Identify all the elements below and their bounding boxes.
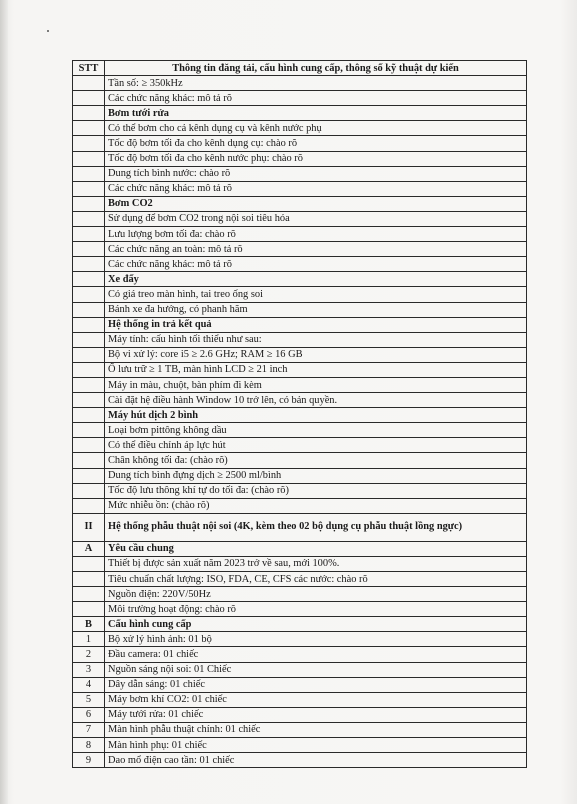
row-stt: A — [73, 541, 105, 556]
table-row — [73, 632, 527, 647]
row-stt — [73, 317, 105, 332]
table-row — [73, 513, 527, 541]
row-stt: 6 — [73, 707, 105, 722]
row-stt — [73, 468, 105, 483]
table-row — [73, 707, 527, 722]
row-text: Bộ vi xử lý: core i5 ≥ 2.6 GHz; RAM ≥ 16 GB — [105, 347, 527, 362]
row-text: Có thể điều chỉnh áp lực hút — [105, 438, 527, 453]
row-text: Môi trường hoạt động: chào rõ — [105, 602, 527, 617]
row-stt — [73, 572, 105, 587]
table-row — [73, 272, 527, 287]
row-text: Dung tích bình đựng dịch ≥ 2500 ml/bình — [105, 468, 527, 483]
row-text: Ổ lưu trữ ≥ 1 TB, màn hình LCD ≥ 21 inch — [105, 362, 527, 377]
row-text: Loại bơm pittông không dầu — [105, 423, 527, 438]
spec-table — [72, 60, 527, 768]
row-stt: 4 — [73, 677, 105, 692]
row-stt — [73, 121, 105, 136]
table-row — [73, 453, 527, 468]
row-stt — [73, 498, 105, 513]
table-row — [73, 377, 527, 392]
table-row — [73, 317, 527, 332]
table-row — [73, 423, 527, 438]
row-text: Nguồn điện: 220V/50Hz — [105, 587, 527, 602]
table-row — [73, 332, 527, 347]
table-row — [73, 196, 527, 211]
row-stt: II — [73, 513, 105, 541]
row-text: Bộ xử lý hình ảnh: 01 bộ — [105, 632, 527, 647]
row-stt — [73, 151, 105, 166]
row-stt — [73, 377, 105, 392]
row-text: Sử dụng để bơm CO2 trong nội soi tiêu hóa — [105, 211, 527, 226]
row-stt — [73, 438, 105, 453]
row-text: Có thể bơm cho cả kênh dụng cụ và kênh nước phụ — [105, 121, 527, 136]
row-stt — [73, 602, 105, 617]
table-row — [73, 556, 527, 571]
section-heading: Cấu hình cung cấp — [105, 617, 527, 632]
row-stt — [73, 136, 105, 151]
section-heading: Bơm CO2 — [105, 196, 527, 211]
row-text: Cài đặt hệ điều hành Window 10 trở lên, có bản quyền. — [105, 393, 527, 408]
header-stt: STT — [73, 61, 105, 76]
section-heading: Hệ thống in trả kết quả — [105, 317, 527, 332]
table-row — [73, 151, 527, 166]
row-text: Mức nhiễu ồn: (chào rõ) — [105, 498, 527, 513]
row-stt: 2 — [73, 647, 105, 662]
row-stt — [73, 587, 105, 602]
table-row — [73, 181, 527, 196]
row-text: Thiết bị được sản xuất năm 2023 trở về sau, mới 100%. — [105, 556, 527, 571]
row-text: Máy in màu, chuột, bàn phím đi kèm — [105, 377, 527, 392]
table-row — [73, 347, 527, 362]
table-row — [73, 257, 527, 272]
table-row — [73, 483, 527, 498]
row-text: Nguồn sáng nội soi: 01 Chiếc — [105, 662, 527, 677]
page-binding-shadow — [0, 0, 8, 804]
section-heading: Yêu cầu chung — [105, 541, 527, 556]
row-text: Máy tính: cấu hình tối thiểu như sau: — [105, 332, 527, 347]
table-row — [73, 677, 527, 692]
row-text: Tốc độ bơm tối đa cho kênh nước phụ: chào rõ — [105, 151, 527, 166]
row-text: Dây dẫn sáng: 01 chiếc — [105, 677, 527, 692]
row-stt — [73, 211, 105, 226]
table-row — [73, 753, 527, 768]
row-text: Màn hình phụ: 01 chiếc — [105, 738, 527, 753]
row-stt — [73, 196, 105, 211]
row-stt — [73, 166, 105, 181]
row-stt — [73, 362, 105, 377]
table-row — [73, 617, 527, 632]
table-row — [73, 468, 527, 483]
row-stt — [73, 423, 105, 438]
row-text: Các chức năng an toàn: mô tả rõ — [105, 242, 527, 257]
row-stt — [73, 483, 105, 498]
table-row — [73, 662, 527, 677]
row-text: Tiêu chuẩn chất lượng: ISO, FDA, CE, CFS các nước: chào rõ — [105, 572, 527, 587]
table-row — [73, 166, 527, 181]
table-row — [73, 287, 527, 302]
row-text: Máy bơm khí CO2: 01 chiếc — [105, 692, 527, 707]
scan-speck — [47, 30, 49, 32]
row-stt — [73, 106, 105, 121]
row-stt — [73, 453, 105, 468]
table-row — [73, 121, 527, 136]
section-heading: Máy hút dịch 2 bình — [105, 408, 527, 423]
section-heading: Xe đẩy — [105, 272, 527, 287]
row-text: Dung tích bình nước: chào rõ — [105, 166, 527, 181]
row-text: Các chức năng khác: mô tả rõ — [105, 181, 527, 196]
header-info: Thông tin đăng tải, cấu hình cung cấp, thông số kỹ thuật dự kiến — [105, 61, 527, 76]
table-row — [73, 738, 527, 753]
row-text: Màn hình phẫu thuật chính: 01 chiếc — [105, 722, 527, 737]
row-text: Lưu lượng bơm tối đa: chào rõ — [105, 227, 527, 242]
table-row — [73, 393, 527, 408]
row-stt: B — [73, 617, 105, 632]
row-stt — [73, 257, 105, 272]
row-stt — [73, 287, 105, 302]
table-row — [73, 242, 527, 257]
table-row — [73, 541, 527, 556]
row-stt — [73, 408, 105, 423]
table-row — [73, 91, 527, 106]
table-row — [73, 692, 527, 707]
row-stt: 5 — [73, 692, 105, 707]
table-row — [73, 587, 527, 602]
row-text: Tốc độ lưu thông khí tự do tối đa: (chào rõ) — [105, 483, 527, 498]
row-stt — [73, 91, 105, 106]
row-stt — [73, 556, 105, 571]
row-stt — [73, 227, 105, 242]
table-row — [73, 302, 527, 317]
row-text: Tốc độ bơm tối đa cho kênh dụng cụ: chào rõ — [105, 136, 527, 151]
table-row — [73, 227, 527, 242]
row-text: Đầu camera: 01 chiếc — [105, 647, 527, 662]
row-stt — [73, 272, 105, 287]
row-text: Chân không tối đa: (chào rõ) — [105, 453, 527, 468]
section-heading: Hệ thống phẫu thuật nội soi (4K, kèm theo 02 bộ dụng cụ phẫu thuật lồng ngực) — [105, 513, 527, 541]
table-row — [73, 106, 527, 121]
row-stt: 7 — [73, 722, 105, 737]
row-text: Các chức năng khác: mô tả rõ — [105, 91, 527, 106]
table-row — [73, 647, 527, 662]
row-stt: 9 — [73, 753, 105, 768]
table-body — [73, 76, 527, 768]
row-stt — [73, 302, 105, 317]
table-row — [73, 602, 527, 617]
table-row — [73, 211, 527, 226]
row-stt: 8 — [73, 738, 105, 753]
row-stt — [73, 393, 105, 408]
row-stt — [73, 332, 105, 347]
row-text: Máy tưới rửa: 01 chiếc — [105, 707, 527, 722]
row-stt: 1 — [73, 632, 105, 647]
row-stt — [73, 347, 105, 362]
section-heading: Bơm tưới rửa — [105, 106, 527, 121]
table-row — [73, 362, 527, 377]
row-text: Bánh xe đa hướng, có phanh hãm — [105, 302, 527, 317]
row-stt — [73, 242, 105, 257]
row-text: Dao mổ điện cao tần: 01 chiếc — [105, 753, 527, 768]
table-row — [73, 76, 527, 91]
row-stt — [73, 76, 105, 91]
table-header-row — [73, 61, 527, 76]
row-text: Các chức năng khác: mô tả rõ — [105, 257, 527, 272]
row-text: Tần số: ≥ 350kHz — [105, 76, 527, 91]
table-row — [73, 722, 527, 737]
table-row — [73, 438, 527, 453]
table-row — [73, 498, 527, 513]
table-row — [73, 408, 527, 423]
row-text: Có giá treo màn hình, tai treo ống soi — [105, 287, 527, 302]
row-stt: 3 — [73, 662, 105, 677]
row-stt — [73, 181, 105, 196]
table-row — [73, 572, 527, 587]
table-row — [73, 136, 527, 151]
